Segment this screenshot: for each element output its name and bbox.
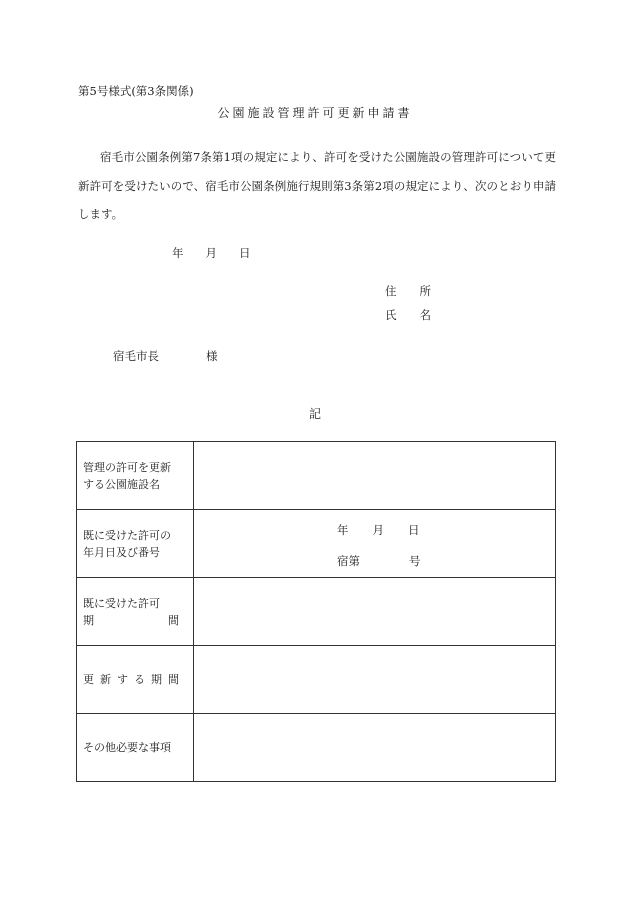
prior-permit-period-label (77, 578, 194, 646)
month-label: 月 (205, 246, 217, 260)
application-body-text: 宿毛市公園条例第7条第1項の規定により、許可を受けた公園施設の管理許可について更新許可を受けたいので、宿毛市公園条例施行規則第3条第2項の規定により、次のとおり申請します。 (78, 150, 556, 221)
table-row (77, 578, 556, 646)
label-char: 間 (168, 673, 179, 686)
address-label-2: 所 (419, 284, 431, 298)
table-row (77, 646, 556, 714)
application-details-table (76, 441, 556, 782)
prior-permit-period-field[interactable] (194, 578, 556, 646)
facility-name-field[interactable] (194, 442, 556, 510)
application-date[interactable] (172, 245, 251, 261)
label-line: 管理の許可を更新 (83, 460, 171, 474)
month-label: 月 (372, 523, 384, 537)
label-char: 期 (83, 613, 94, 627)
table-row (77, 714, 556, 782)
year-label: 年 (337, 523, 349, 537)
renewal-period-field[interactable] (194, 646, 556, 714)
name-label-2: 名 (419, 308, 431, 322)
label-char: 新 (100, 673, 111, 686)
day-label: 日 (408, 523, 420, 537)
other-matters-field[interactable] (194, 714, 556, 782)
day-label: 日 (239, 246, 251, 260)
applicant-address-field[interactable] (385, 283, 431, 299)
label-char: る (134, 673, 145, 686)
label-char: 間 (168, 613, 179, 627)
document-title: 公園施設管理許可更新申請書 (217, 106, 413, 120)
facility-name-label (77, 442, 194, 510)
applicant-name-field[interactable] (385, 307, 431, 323)
honorific: 様 (206, 349, 218, 363)
label-char: 期 (151, 673, 162, 686)
permit-number (337, 553, 421, 569)
permit-date (337, 522, 420, 538)
label-char: す (117, 673, 128, 686)
label-line (83, 671, 179, 688)
label-line (83, 612, 179, 629)
prior-permit-date-field[interactable] (194, 510, 556, 578)
label-line: 既に受けた許可 (83, 596, 160, 610)
label-line: 既に受けた許可の (83, 528, 171, 542)
table-row (77, 442, 556, 510)
other-matters-label (77, 714, 194, 782)
permit-number-suffix: 号 (409, 554, 421, 568)
label-line: 年月日及び番号 (83, 545, 160, 559)
label-line: する公園施設名 (83, 477, 160, 491)
permit-number-prefix: 宿第 (337, 554, 360, 568)
label-char: 更 (83, 673, 94, 686)
record-heading: 記 (308, 407, 321, 421)
name-label-1: 氏 (385, 308, 397, 322)
label-line: その他必要な事項 (83, 741, 171, 754)
address-label-1: 住 (385, 284, 397, 298)
form-number: 第5号様式(第3条関係) (78, 84, 194, 98)
year-label: 年 (172, 246, 184, 260)
table-row (77, 510, 556, 578)
renewal-period-label (77, 646, 194, 714)
addressee: 宿毛市長 (113, 349, 159, 363)
prior-permit-date-label (77, 510, 194, 578)
